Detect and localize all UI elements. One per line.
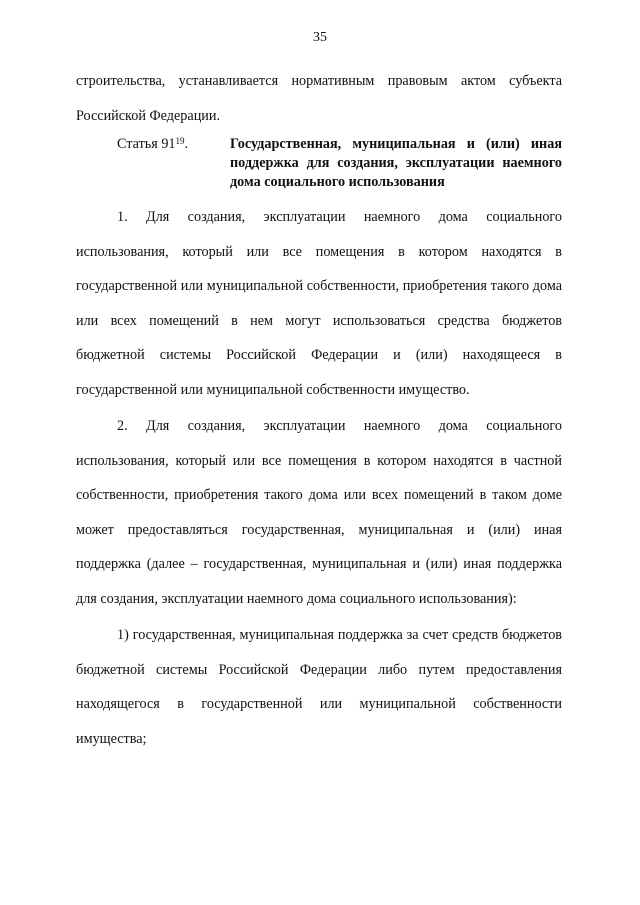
article-label-prefix: Статья 91 bbox=[117, 136, 176, 152]
document-body bbox=[76, 64, 562, 758]
article-number bbox=[76, 135, 230, 192]
article-heading bbox=[76, 135, 562, 192]
intro-paragraph: строительства, устанавливается нормативным правовым актом субъекта Российской Федерации. bbox=[76, 73, 562, 124]
article-title: Государственная, муниципальная и (или) иная поддержка для создания, эксплуатации наемного дома социального использования bbox=[230, 136, 562, 190]
article-label-superscript: 19 bbox=[175, 136, 185, 146]
article-label-suffix: . bbox=[184, 136, 189, 152]
paragraph-2-item-1: 1) государственная, муниципальная поддержка за счет средств бюджетов бюджетной системы Российской Федерации либо путем предоставления находящегося в государственной или муниципальной собственности имущества; bbox=[76, 627, 562, 747]
paragraph-2: 2. Для создания, эксплуатации наемного дома социального использования, который или все помещения в котором находятся в частной собственности, приобретения такого дома или всех помещений в таком доме может предоставляться государственная, муниципальная и (или) иная поддержка (далее – государственная, муниципальная и (или) иная поддержка для создания, эксплуатации наемного дома социального использования): bbox=[76, 418, 562, 607]
page-number: 35 bbox=[313, 30, 327, 45]
paragraph-1: 1. Для создания, эксплуатации наемного дома социального использования, который или все помещения в котором находятся в государственной или муниципальной собственности, приобретения такого дома или всех помещений в нем могут использоваться средства бюджетов бюджетной системы Российской Федерации и (или) находящееся в государственной или муниципальной собственности имущество. bbox=[76, 209, 562, 398]
